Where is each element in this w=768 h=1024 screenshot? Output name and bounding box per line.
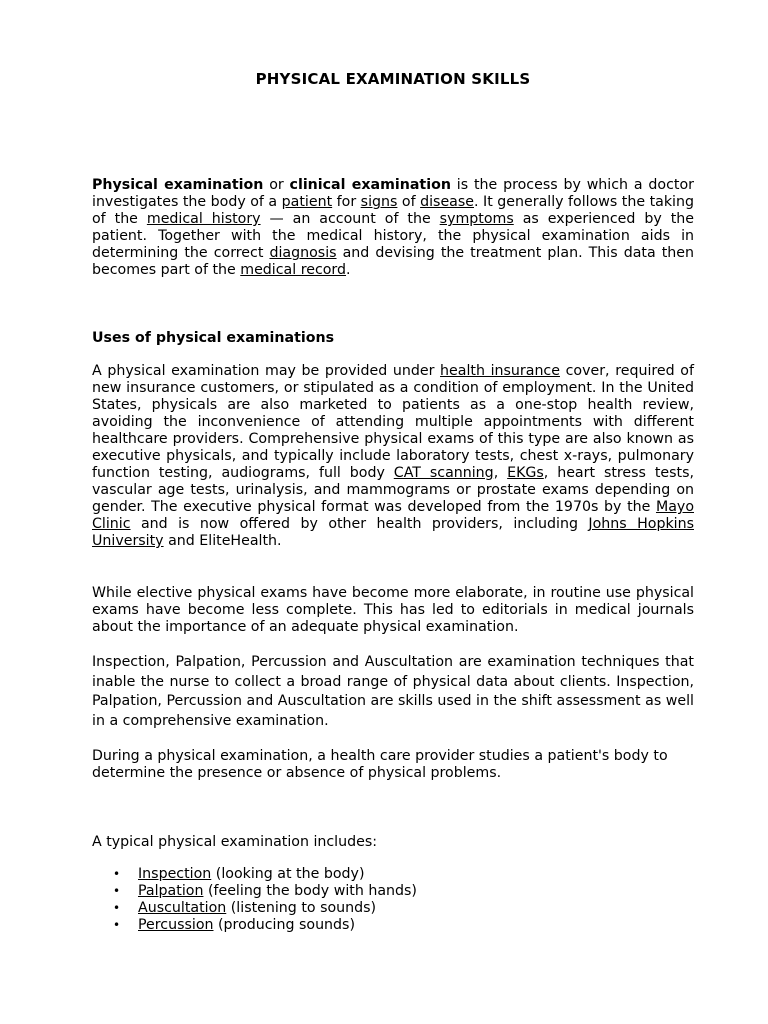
- link-auscultation[interactable]: Auscultation: [138, 900, 227, 916]
- uses-paragraph: [92, 363, 694, 550]
- link-mayo-clinic[interactable]: Mayo Clinic: [92, 499, 694, 532]
- intro-text: — an account of the: [260, 211, 440, 227]
- intro-text: for: [332, 194, 361, 210]
- list-item: [92, 917, 417, 934]
- term-clinical-examination: clinical examination: [289, 177, 451, 193]
- link-palpation[interactable]: Palpation: [138, 883, 204, 899]
- elective-paragraph: While elective physical exams have become more elaborate, in routine use physical exams have become less complete. This has led to editorials in medical journals about the importance of an adequate physical examination.: [92, 585, 694, 635]
- link-diagnosis[interactable]: diagnosis: [269, 245, 337, 261]
- list-item: [92, 883, 417, 900]
- uses-text: cover, required of new insurance customers, or stipulated as a condition of employment. In the United States, physicals are also marketed to patients as a one-stop health review, avoiding the inconvenience of attending multiple appointments with different healthcare providers. Comprehensive physical exams of this type are also known as executive physicals, and typically include laboratory tests, chest x-rays, pulmonary function testing, audiograms, full body: [92, 363, 694, 481]
- intro-text: or: [263, 177, 290, 193]
- bullet-icon: •: [113, 918, 121, 932]
- link-cat-scanning[interactable]: CAT scanning: [393, 465, 494, 481]
- list-item-desc: (looking at the body): [211, 866, 365, 882]
- during-paragraph: During a physical examination, a health care provider studies a patient's body to determine the presence or absence of physical problems.: [92, 748, 668, 781]
- list-item-desc: (feeling the body with hands): [203, 883, 417, 899]
- link-inspection[interactable]: Inspection: [138, 866, 212, 882]
- intro-text: . It generally follows the taking of the: [92, 194, 694, 227]
- bullet-icon: •: [113, 884, 121, 898]
- link-ekgs[interactable]: EKGs: [507, 465, 544, 481]
- typical-paragraph: A typical physical examination includes:: [92, 834, 378, 850]
- list-item-desc: (listening to sounds): [226, 900, 377, 916]
- link-percussion[interactable]: Percussion: [138, 917, 214, 933]
- uses-text: and EliteHealth.: [163, 533, 282, 549]
- uses-text: A physical examination may be provided under: [92, 363, 441, 379]
- page-title: PHYSICAL EXAMINATION SKILLS: [255, 70, 531, 88]
- list-item: [92, 900, 417, 917]
- link-health-insurance[interactable]: health insurance: [440, 363, 560, 379]
- list-item-desc: (producing sounds): [213, 917, 355, 933]
- intro-text: and devising the treatment plan. This data then becomes part of the: [92, 245, 695, 278]
- link-symptoms[interactable]: symptoms: [439, 211, 514, 227]
- term-physical-examination: Physical examination: [92, 177, 264, 193]
- uses-text: , heart stress tests, vascular age tests, urinalysis, and mammograms or prostate exams depending on gender. The executive physical format was developed from the 1970s by the: [92, 465, 694, 515]
- intro-text: of: [397, 194, 421, 210]
- uses-text: ,: [493, 465, 508, 481]
- list-item: [92, 866, 417, 883]
- exam-list: [92, 866, 417, 934]
- bullet-icon: •: [113, 901, 121, 915]
- link-disease[interactable]: disease: [420, 194, 474, 210]
- section-heading-uses: Uses of physical examinations: [92, 330, 335, 346]
- techniques-paragraph: Inspection, Palpation, Percussion and Auscultation are examination techniques that inable the nurse to collect a broad range of physical data about clients. Inspection, Palpation, Percussion and Auscultation are skills used in the shift assessment as well in a comprehensive examination.: [92, 654, 694, 729]
- link-patient[interactable]: patient: [281, 194, 333, 210]
- link-medical-record[interactable]: medical record: [240, 262, 347, 278]
- intro-paragraph: [92, 177, 694, 279]
- intro-text: is the process by which a doctor investigates the body of a: [92, 177, 694, 210]
- link-johns-hopkins[interactable]: Johns Hopkins University: [92, 516, 694, 549]
- link-signs[interactable]: signs: [360, 194, 398, 210]
- bullet-icon: •: [113, 867, 121, 881]
- link-medical-history[interactable]: medical history: [146, 211, 261, 227]
- intro-text: as experienced by the patient. Together with the medical history, the physical examination aids in determining the correct: [92, 211, 694, 261]
- uses-text: and is now offered by other health providers, including: [130, 516, 589, 532]
- intro-text: .: [346, 262, 351, 278]
